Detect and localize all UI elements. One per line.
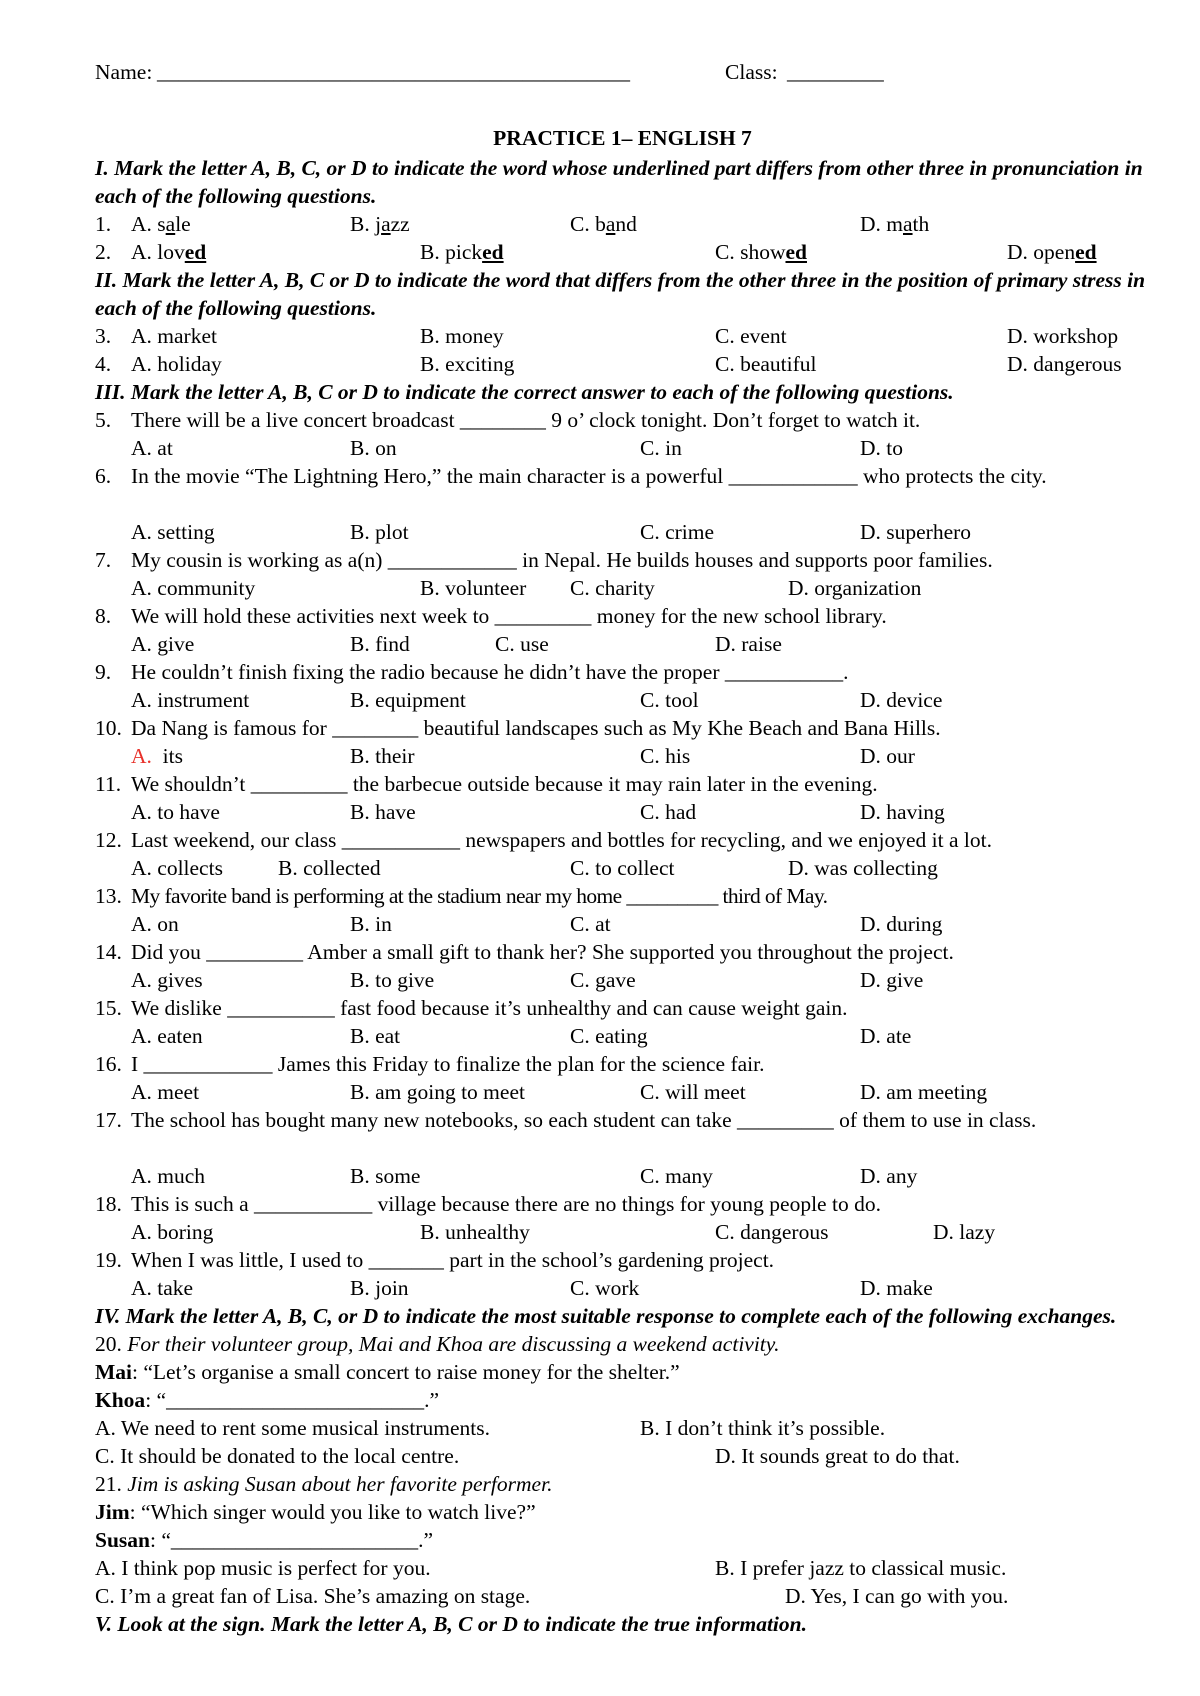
option-b[interactable]: B. in xyxy=(350,912,392,936)
option-b[interactable]: B. find xyxy=(350,632,410,656)
option-c[interactable]: C. crime xyxy=(640,520,715,544)
option-a[interactable]: A. its xyxy=(131,744,183,768)
option-b[interactable]: B. exciting xyxy=(420,352,515,376)
option-d[interactable]: D. make xyxy=(860,1276,933,1300)
question-1 xyxy=(95,210,1150,238)
question-20-options-ab xyxy=(95,1414,1150,1442)
option-d[interactable]: D. am meeting xyxy=(860,1080,988,1104)
option-c[interactable]: C. in xyxy=(640,436,682,460)
option-a[interactable]: A. take xyxy=(131,1276,194,1300)
question-15-options xyxy=(95,1022,1150,1050)
question-11 xyxy=(95,770,1150,798)
option-b[interactable]: B. picked xyxy=(420,240,504,264)
option-c[interactable]: C. eating xyxy=(570,1024,648,1048)
option-b[interactable]: B. money xyxy=(420,324,504,348)
section-4-heading: IV. Mark the letter A, B, C, or D to indicate the most suitable response to complete each of the following exchanges. xyxy=(95,1304,1117,1328)
question-4 xyxy=(95,350,1150,378)
option-a[interactable]: A. setting xyxy=(131,520,215,544)
option-d[interactable]: D. math xyxy=(860,212,930,236)
question-8 xyxy=(95,602,1150,630)
question-19-options xyxy=(95,1274,1150,1302)
option-d[interactable]: D. raise xyxy=(715,632,782,656)
option-d[interactable]: D. dangerous xyxy=(1007,352,1122,376)
option-a[interactable]: A. give xyxy=(131,632,195,656)
question-number: 3. xyxy=(95,324,112,348)
option-d[interactable]: D. any xyxy=(860,1164,918,1188)
section-2-heading: II. Mark the letter A, B, C or D to indicate the word that differs from the other three in the position of primary stress in each of the following questions. xyxy=(95,268,1146,320)
question-text: In the movie “The Lightning Hero,” the main character is a powerful ____________ who protects the city. xyxy=(131,464,1047,488)
speaker-line: : “_______________________.” xyxy=(150,1528,434,1552)
question-number: 1. xyxy=(95,212,112,236)
option-d[interactable]: D. lazy xyxy=(933,1220,996,1244)
option-b[interactable]: B. to give xyxy=(350,968,435,992)
question-number: 20. xyxy=(95,1332,122,1356)
class-blank[interactable]: _________ xyxy=(787,60,884,84)
option-c[interactable]: C. work xyxy=(570,1276,640,1300)
option-c[interactable]: C. had xyxy=(640,800,697,824)
question-16 xyxy=(95,1050,1150,1078)
question-14-options xyxy=(95,966,1150,994)
question-11-options xyxy=(95,798,1150,826)
question-number: 18. xyxy=(95,1192,122,1216)
question-number: 12. xyxy=(95,828,122,852)
option-a[interactable]: A. instrument xyxy=(131,688,250,712)
option-b[interactable]: B. their xyxy=(350,744,415,768)
option-a[interactable]: A. collects xyxy=(131,856,223,880)
option-a[interactable]: A. I think pop music is perfect for you. xyxy=(95,1556,431,1580)
option-b[interactable]: B. I don’t think it’s possible. xyxy=(640,1416,886,1440)
question-context: Jim is asking Susan about her favorite performer. xyxy=(127,1472,553,1496)
question-text: Da Nang is famous for ________ beautiful landscapes such as My Khe Beach and Bana Hills. xyxy=(131,716,941,740)
question-text: He couldn’t finish fixing the radio because he didn’t have the proper ___________. xyxy=(131,660,849,684)
speaker-line: : “________________________.” xyxy=(145,1388,439,1412)
speaker-name: Susan xyxy=(95,1528,150,1552)
option-d[interactable]: D. opened xyxy=(1007,240,1097,264)
question-18 xyxy=(95,1190,1150,1218)
question-text: This is such a ___________ village because there are no things for young people to do. xyxy=(131,1192,881,1216)
option-d[interactable]: D. was collecting xyxy=(788,856,938,880)
question-12-options xyxy=(95,854,1150,882)
question-9 xyxy=(95,658,1150,686)
question-number: 10. xyxy=(95,716,122,740)
question-20-line-1 xyxy=(95,1358,1150,1386)
name-label: Name: xyxy=(95,60,153,84)
question-text: There will be a live concert broadcast ________ 9 o’ clock tonight. Don’t forget to watch it. xyxy=(131,408,921,432)
option-c[interactable]: C. charity xyxy=(570,576,655,600)
question-21-options-cd xyxy=(95,1582,1150,1610)
option-d[interactable]: D. Yes, I can go with you. xyxy=(785,1584,1009,1608)
question-context: For their volunteer group, Mai and Khoa are discussing a weekend activity. xyxy=(127,1332,780,1356)
option-a[interactable]: A. on xyxy=(131,912,179,936)
option-c[interactable]: C. dangerous xyxy=(715,1220,829,1244)
option-c[interactable]: C. It should be donated to the local centre. xyxy=(95,1444,460,1468)
speaker-name: Khoa xyxy=(95,1388,146,1412)
option-c[interactable]: C. at xyxy=(570,912,611,936)
option-b[interactable]: B. am going to meet xyxy=(350,1080,525,1104)
option-b[interactable]: B. unhealthy xyxy=(420,1220,530,1244)
option-c[interactable]: C. use xyxy=(495,632,549,656)
question-9-options xyxy=(95,686,1150,714)
class-label: Class: xyxy=(725,60,778,84)
question-text: We will hold these activities next week to _________ money for the new school library. xyxy=(131,604,887,628)
option-a[interactable]: A. holiday xyxy=(131,352,222,376)
question-text: Did you _________ Amber a small gift to thank her? She supported you throughout the project. xyxy=(131,940,954,964)
question-21-options-ab xyxy=(95,1554,1150,1582)
question-number: 11. xyxy=(95,772,122,796)
question-7 xyxy=(95,546,1150,574)
question-6 xyxy=(95,462,1150,518)
option-c[interactable]: C. beautiful xyxy=(715,352,817,376)
option-a-letter: A. xyxy=(131,744,152,768)
option-c[interactable]: C. band xyxy=(570,212,637,236)
option-c[interactable]: C. will meet xyxy=(640,1080,746,1104)
question-number: 13. xyxy=(95,884,122,908)
option-a[interactable]: A. much xyxy=(131,1164,206,1188)
student-info-header xyxy=(95,58,1150,118)
option-a[interactable]: A. loved xyxy=(131,240,207,264)
question-text: We shouldn’t _________ the barbecue outside because it may rain later in the evening. xyxy=(131,772,878,796)
option-b[interactable]: B. collected xyxy=(278,856,381,880)
option-a[interactable]: A. to have xyxy=(131,800,220,824)
question-12 xyxy=(95,826,1150,854)
question-5 xyxy=(95,406,1150,434)
question-text: My cousin is working as a(n) ____________ in Nepal. He builds houses and supports poor families. xyxy=(131,548,993,572)
question-18-options xyxy=(95,1218,1150,1246)
option-d[interactable]: D. having xyxy=(860,800,945,824)
option-d[interactable]: D. It sounds great to do that. xyxy=(715,1444,960,1468)
option-d[interactable]: D. to xyxy=(860,436,903,460)
question-15 xyxy=(95,994,1150,1022)
option-d[interactable]: D. superhero xyxy=(860,520,972,544)
question-number: 4. xyxy=(95,352,112,376)
question-text: When I was little, I used to _______ part in the school’s gardening project. xyxy=(131,1248,775,1272)
section-5-heading: V. Look at the sign. Mark the letter A, B, C or D to indicate the true information. xyxy=(95,1612,807,1636)
question-14 xyxy=(95,938,1150,966)
question-number: 21. xyxy=(95,1472,122,1496)
option-b[interactable]: B. eat xyxy=(350,1024,401,1048)
option-a[interactable]: A. eaten xyxy=(131,1024,203,1048)
question-16-options xyxy=(95,1078,1150,1106)
question-text: Last weekend, our class ___________ newspapers and bottles for recycling, and we enjoyed it a lot. xyxy=(131,828,992,852)
question-text: We dislike __________ fast food because it’s unhealthy and can cause weight gain. xyxy=(131,996,848,1020)
question-20-line-2 xyxy=(95,1386,1150,1414)
option-d[interactable]: D. give xyxy=(860,968,924,992)
question-13 xyxy=(95,882,1150,910)
option-c[interactable]: C. event xyxy=(715,324,787,348)
option-b[interactable]: B. jazz xyxy=(350,212,410,236)
section-3-heading: III. Mark the letter A, B, C or D to indicate the correct answer to each of the following questions. xyxy=(95,380,954,404)
section-1-heading: I. Mark the letter A, B, C, or D to indicate the word whose underlined part differs from other three in pronunciation in each of the following questions. xyxy=(95,156,1143,208)
question-17-options xyxy=(95,1162,1150,1190)
option-d[interactable]: D. ate xyxy=(860,1024,912,1048)
option-a[interactable]: A. community xyxy=(131,576,256,600)
question-13-options xyxy=(95,910,1150,938)
page-title: PRACTICE 1– ENGLISH 7 xyxy=(493,126,752,150)
question-20-options-cd xyxy=(95,1442,1150,1470)
question-number: 14. xyxy=(95,940,122,964)
question-19 xyxy=(95,1246,1150,1274)
option-c[interactable]: C. many xyxy=(640,1164,713,1188)
option-d[interactable]: D. organization xyxy=(788,576,922,600)
question-5-options xyxy=(95,434,1150,462)
question-text: My favorite band is performing at the stadium near my home _________ third of May. xyxy=(131,884,828,908)
question-2 xyxy=(95,238,1150,266)
question-number: 5. xyxy=(95,408,112,432)
speaker-line: : “Let’s organise a small concert to raise money for the shelter.” xyxy=(132,1360,680,1384)
option-a[interactable]: A. gives xyxy=(131,968,203,992)
question-number: 6. xyxy=(95,464,112,488)
option-a[interactable]: A. sale xyxy=(131,212,191,236)
option-c[interactable]: C. I’m a great fan of Lisa. She’s amazing on stage. xyxy=(95,1584,531,1608)
option-d[interactable]: D. workshop xyxy=(1007,324,1119,348)
option-b[interactable]: B. some xyxy=(350,1164,421,1188)
question-3 xyxy=(95,322,1150,350)
option-c[interactable]: C. gave xyxy=(570,968,636,992)
option-b[interactable]: B. have xyxy=(350,800,416,824)
option-a[interactable]: A. boring xyxy=(131,1220,214,1244)
question-20-intro xyxy=(95,1330,1150,1358)
option-b[interactable]: B. plot xyxy=(350,520,409,544)
question-number: 9. xyxy=(95,660,112,684)
question-21-line-2 xyxy=(95,1526,1150,1554)
question-21-line-1 xyxy=(95,1498,1150,1526)
option-d[interactable]: D. our xyxy=(860,744,915,768)
option-a[interactable]: A. market xyxy=(131,324,217,348)
speaker-line: : “Which singer would you like to watch live?” xyxy=(129,1500,536,1524)
option-c[interactable]: C. showed xyxy=(715,240,807,264)
question-7-options xyxy=(95,574,1150,602)
option-b[interactable]: B. join xyxy=(350,1276,409,1300)
question-10-options xyxy=(95,742,1150,770)
question-8-options xyxy=(95,630,1150,658)
option-d[interactable]: D. during xyxy=(860,912,943,936)
question-number: 7. xyxy=(95,548,112,572)
option-c[interactable]: C. to collect xyxy=(570,856,675,880)
question-number: 15. xyxy=(95,996,122,1020)
question-number: 8. xyxy=(95,604,112,628)
option-b[interactable]: B. volunteer xyxy=(420,576,527,600)
option-a[interactable]: A. We need to rent some musical instruments. xyxy=(95,1416,490,1440)
option-a[interactable]: A. at xyxy=(131,436,173,460)
question-21-intro xyxy=(95,1470,1150,1498)
option-a[interactable]: A. meet xyxy=(131,1080,200,1104)
option-c[interactable]: C. his xyxy=(640,744,691,768)
speaker-name: Jim xyxy=(95,1500,130,1524)
option-d[interactable]: D. device xyxy=(860,688,943,712)
question-number: 2. xyxy=(95,240,112,264)
option-b[interactable]: B. equipment xyxy=(350,688,466,712)
question-number: 16. xyxy=(95,1052,122,1076)
question-text: I ____________ James this Friday to finalize the plan for the science fair. xyxy=(131,1052,765,1076)
option-c[interactable]: C. tool xyxy=(640,688,699,712)
question-number: 17. xyxy=(95,1108,122,1132)
question-number: 19. xyxy=(95,1248,122,1272)
speaker-name: Mai xyxy=(95,1360,133,1384)
question-text: The school has bought many new notebooks, so each student can take _________ of them to use in class. xyxy=(131,1108,1037,1132)
question-6-options xyxy=(95,518,1150,546)
option-b[interactable]: B. I prefer jazz to classical music. xyxy=(715,1556,1007,1580)
question-10 xyxy=(95,714,1150,742)
name-blank[interactable]: ____________________________________________ xyxy=(157,60,630,84)
question-17 xyxy=(95,1106,1150,1162)
worksheet xyxy=(95,58,1150,1638)
option-b[interactable]: B. on xyxy=(350,436,397,460)
